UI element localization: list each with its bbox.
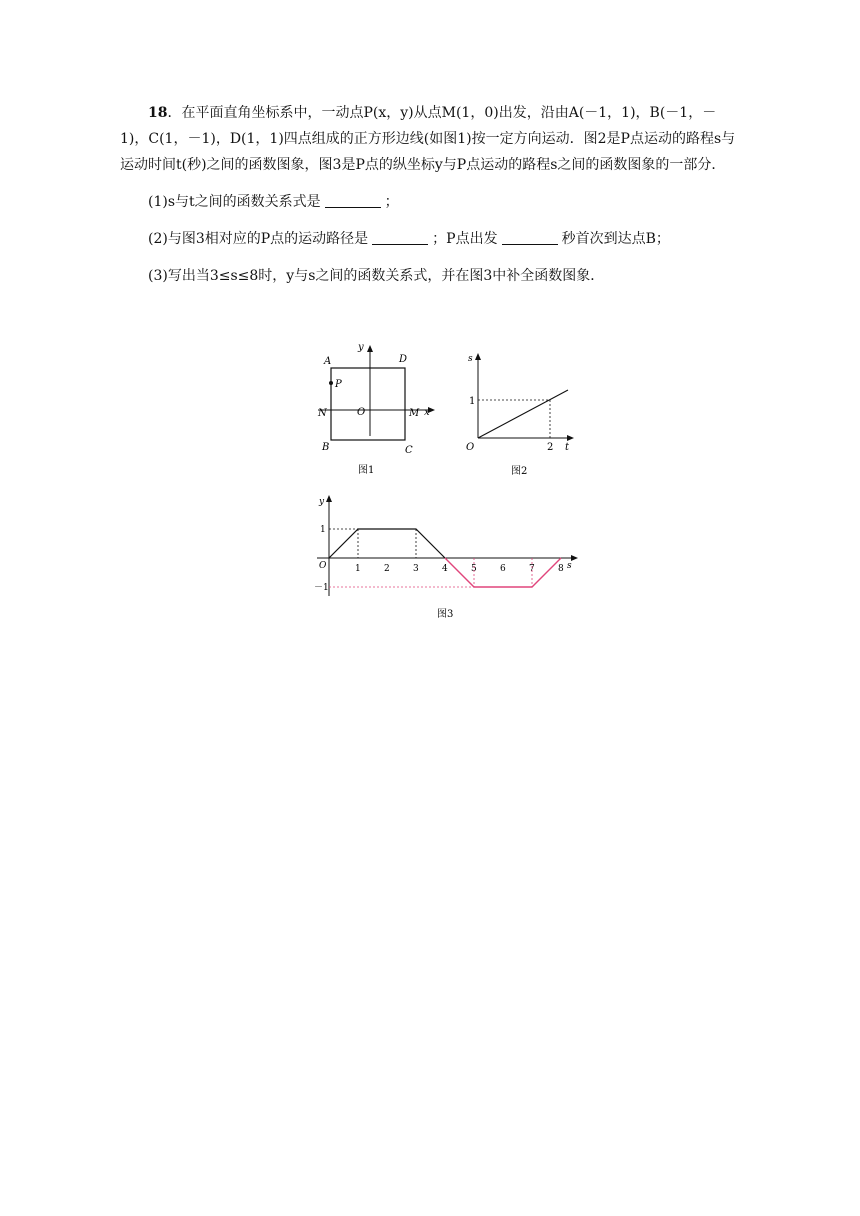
tick-label-7: 7 bbox=[529, 564, 535, 574]
label-x: x bbox=[424, 407, 430, 418]
tick-label-6: 6 bbox=[500, 564, 506, 574]
answer-blank-3[interactable] bbox=[502, 230, 558, 245]
question-1: (1)s与t之间的函数关系式是 ； bbox=[148, 194, 399, 210]
label-two: 2 bbox=[547, 442, 554, 453]
label-minus-one: －1 bbox=[314, 583, 329, 593]
label-y: y bbox=[358, 342, 364, 353]
figure-3-caption: 图3 bbox=[437, 609, 454, 620]
label-n: N bbox=[318, 408, 327, 419]
problem-number: 18 bbox=[148, 105, 168, 121]
tick-label-8: 8 bbox=[558, 564, 564, 574]
y-s-original-line bbox=[329, 529, 445, 558]
problem-18 bbox=[120, 100, 740, 289]
label-o: O bbox=[466, 442, 475, 453]
label-t: t bbox=[565, 442, 570, 453]
figure-3 bbox=[305, 490, 585, 624]
label-b: B bbox=[322, 442, 330, 453]
problem-text: 在平面直角坐标系中，一动点P(x，y)从点M(1，0)出发，沿由A(－1，1)，B(－1，－1)，C(1，－1)，D(1，1)四点组成的正方形边线(如图1)按一定方向运动．图2是P点运动的路程s与运动时间t(秒)之间的函数图象，图3是P点的纵坐标y与P点运动的路程s之间的函数图象的一部分． bbox=[120, 105, 736, 173]
point-p bbox=[329, 381, 333, 385]
s-t-line bbox=[478, 390, 568, 438]
label-o: O bbox=[319, 561, 327, 571]
answer-blank-1[interactable] bbox=[325, 193, 381, 208]
label-d: D bbox=[399, 354, 408, 365]
label-m: M bbox=[409, 408, 420, 419]
label-o: O bbox=[357, 407, 366, 418]
problem-statement: 18．在平面直角坐标系中，一动点P(x，y)从点M(1，0)出发，沿由A(－1，1)，B(－1，－1)，C(1，－1)，D(1，1)四点组成的正方形边线(如图1)按一定方向运动．图2是P点运动的路程s与运动时间t(秒)之间的函数图象，图3是P点的纵坐标y与P点运动的路程s之间的函数图象的一部分． bbox=[120, 105, 736, 173]
label-one: 1 bbox=[469, 396, 476, 407]
tick-label-5: 5 bbox=[471, 564, 477, 574]
label-s: s bbox=[468, 354, 473, 364]
figure-1 bbox=[310, 340, 450, 482]
question-3: (3)写出当3≤s≤8时，y与s之间的函数关系式，并在图3中补全函数图象． bbox=[148, 268, 605, 284]
answer-blank-2[interactable] bbox=[372, 230, 428, 245]
tick-label-1: 1 bbox=[355, 564, 361, 574]
tick-label-2: 2 bbox=[384, 564, 390, 574]
tick-label-4: 4 bbox=[442, 564, 448, 574]
figure-1-caption: 图1 bbox=[358, 465, 375, 476]
figure-2 bbox=[460, 348, 580, 482]
label-y: y bbox=[319, 497, 325, 507]
square-abcd bbox=[331, 368, 405, 440]
question-2: (2)与图3相对应的P点的运动路径是 ；P点出发 秒首次到达点B； bbox=[148, 231, 670, 247]
label-s: s bbox=[567, 561, 572, 571]
label-a: A bbox=[324, 356, 332, 367]
label-p: P bbox=[335, 379, 342, 390]
tick-label-3: 3 bbox=[413, 564, 419, 574]
label-c: C bbox=[405, 445, 413, 456]
label-one: 1 bbox=[320, 525, 326, 535]
figure-2-caption: 图2 bbox=[511, 466, 528, 477]
